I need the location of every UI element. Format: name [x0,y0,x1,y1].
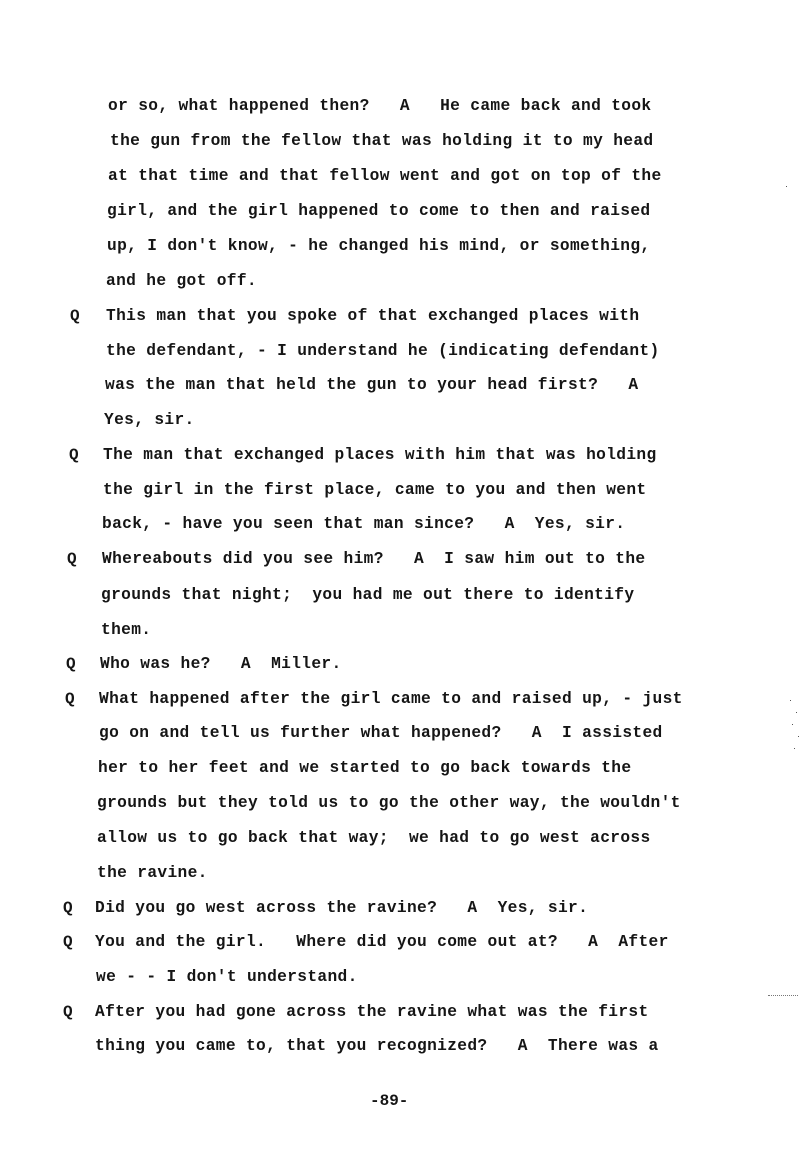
question-marker: Q [63,1003,73,1021]
question-marker: Q [65,690,75,708]
text-line: the ravine. [97,864,208,882]
text-line: up, I don't know, - he changed his mind, or something, [107,237,651,255]
scan-speck [768,995,798,996]
text-line: girl, and the girl happened to come to then and raised [107,202,651,220]
text-line: them. [101,621,152,639]
text-line: You and the girl. Where did you come out at? A After [95,933,669,951]
text-line: go on and tell us further what happened? A I assisted [99,724,663,742]
page-number: -89- [370,1092,409,1110]
scan-speck [790,700,791,701]
text-line: grounds that night; you had me out there to identify [101,586,635,604]
text-line: at that time and that fellow went and got on top of the [108,167,662,185]
text-line: was the man that held the gun to your head first? A [105,376,639,394]
question-marker: Q [66,655,76,673]
text-line: back, - have you seen that man since? A Yes, sir. [102,515,626,533]
text-line: her to her feet and we started to go back towards the [98,759,632,777]
text-line: The man that exchanged places with him that was holding [103,446,657,464]
scan-speck [798,736,799,737]
text-line: Yes, sir. [104,411,195,429]
scan-speck [792,724,793,725]
text-line: or so, what happened then? A He came back and took [108,97,652,115]
text-line: What happened after the girl came to and raised up, - just [99,690,683,708]
question-marker: Q [69,446,79,464]
text-line: Whereabouts did you see him? A I saw him out to the [102,550,646,568]
question-marker: Q [67,550,77,568]
question-marker: Q [70,307,80,325]
text-line: the defendant, - I understand he (indicating defendant) [106,342,660,360]
text-line: grounds but they told us to go the other way, the wouldn't [97,794,681,812]
text-line: After you had gone across the ravine what was the first [95,1003,649,1021]
text-line: This man that you spoke of that exchanged places with [106,307,640,325]
text-line: the gun from the fellow that was holding it to my head [110,132,654,150]
text-line: thing you came to, that you recognized? A There was a [95,1037,659,1055]
text-line: Who was he? A Miller. [100,655,342,673]
question-marker: Q [63,899,73,917]
text-line: and he got off. [106,272,257,290]
text-line: the girl in the first place, came to you and then went [103,481,647,499]
scan-speck [796,712,797,713]
text-line: we - - I don't understand. [96,968,358,986]
question-marker: Q [63,933,73,951]
scan-speck [786,186,787,187]
text-line: Did you go west across the ravine? A Yes, sir. [95,899,589,917]
scan-speck [794,748,795,749]
text-line: allow us to go back that way; we had to go west across [97,829,651,847]
